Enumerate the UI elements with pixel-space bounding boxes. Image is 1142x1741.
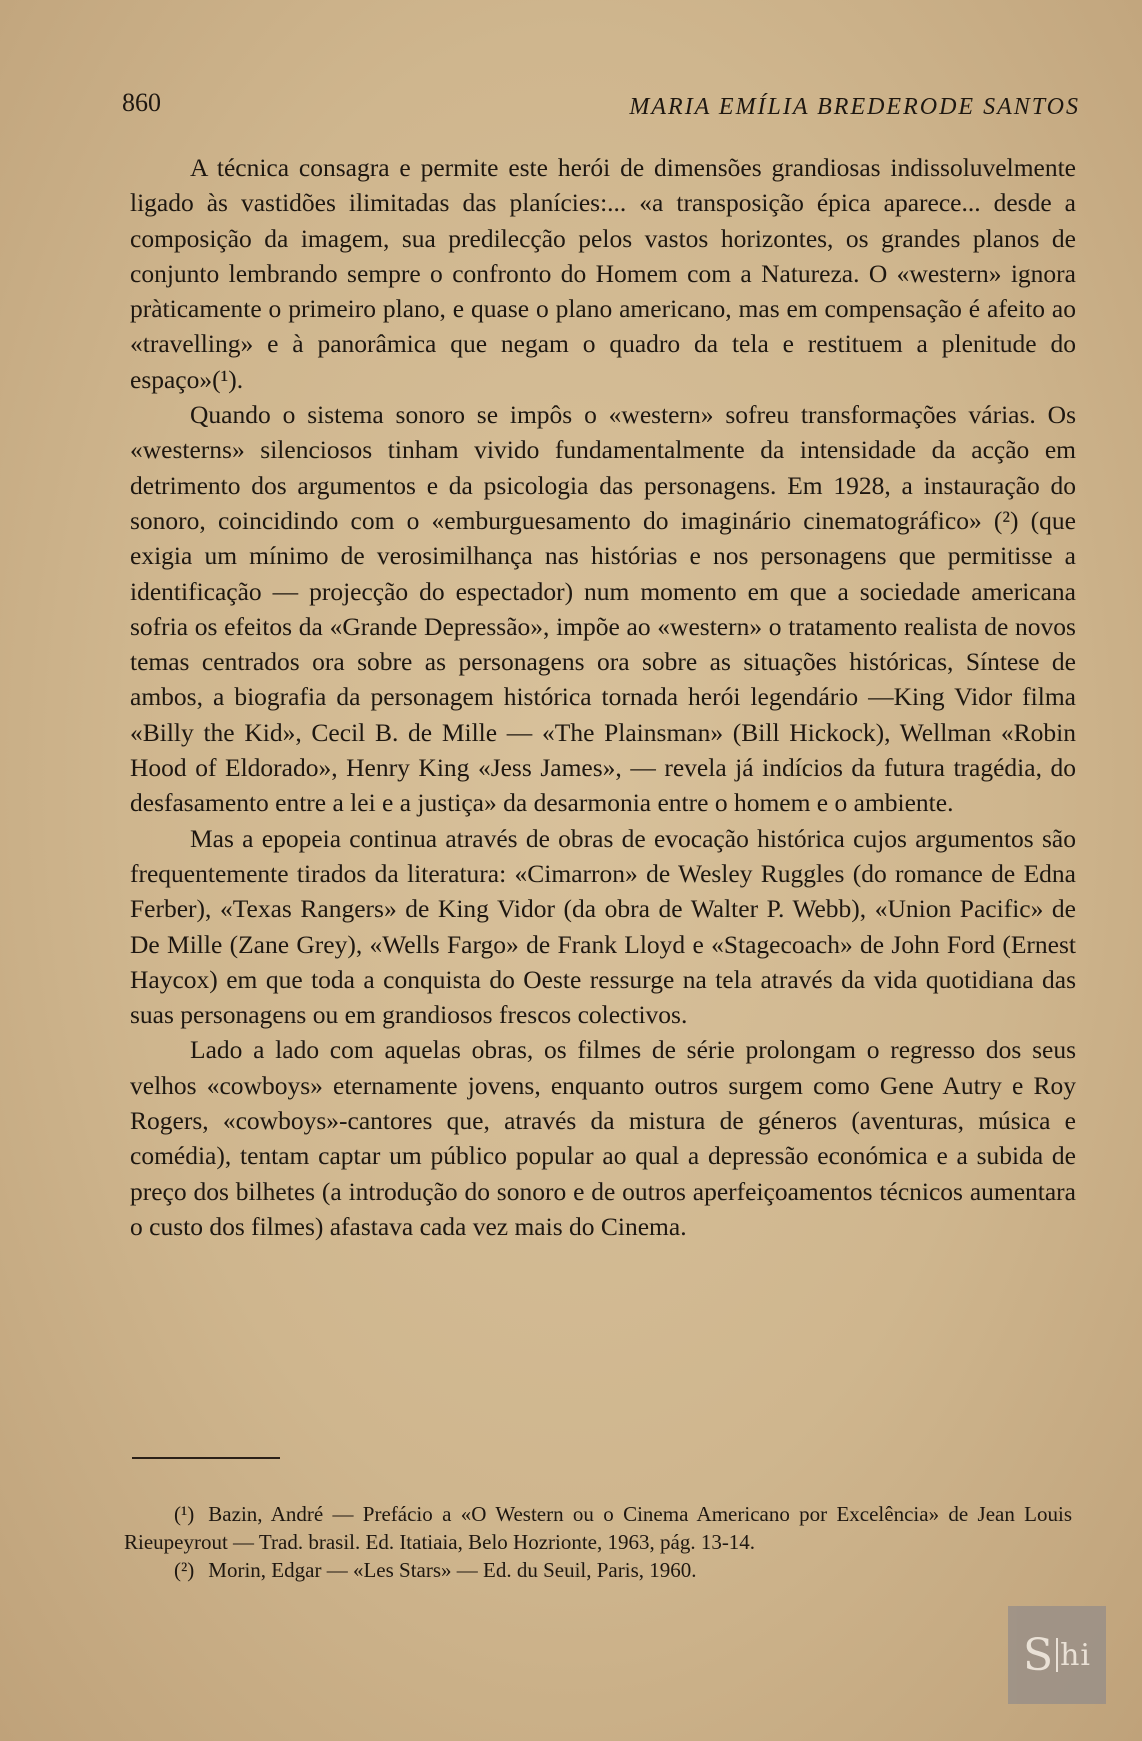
body-text: [130, 150, 1076, 1244]
publisher-logo: [1008, 1606, 1106, 1704]
footnote-1: [124, 1500, 1072, 1556]
footnote-2: [124, 1556, 1072, 1584]
footnote-text: Bazin, André — Prefácio a «O Western ou o Cinema Americano por Excelência» de Jean Louis Rieupeyrout — Trad. brasil. Ed. Itatiaia, Belo Hozrionte, 1963, pág. 13-14.: [124, 1502, 1072, 1554]
footnote-text: Morin, Edgar — «Les Stars» — Ed. du Seuil, Paris, 1960.: [208, 1558, 697, 1582]
page-header: [122, 88, 1080, 128]
footnote-separator: [132, 1457, 280, 1459]
footnote-mark: (¹): [174, 1502, 195, 1526]
footnotes: [124, 1500, 1072, 1584]
paragraph: Quando o sistema sonoro se impôs o «western» sofreu transformações várias. Os «westerns» silenciosos tinham vivido fundamentalmente da intensidade da acção em detrimento dos argumentos e da psicologia das personagens. Em 1928, a instauração do sonoro, coincidindo com o «emburguesamento do imaginário cinematográfico» (²) (que exigia um mínimo de verosimilhança nas histórias e nos personagens que permitisse a identificação — projecção do espectador) num momento em que a sociedade americana sofria os efeitos da «Grande Depressão», impõe ao «western» o tratamento realista de novos temas centrados ora sobre as personagens ora sobre as situações históricas, Síntese de ambos, a biografia da personagem histórica tornada herói legendário —King Vidor filma «Billy the Kid», Cecil B. de Mille — «The Plainsman» (Bill Hickock), Wellman «Robin Hood of Eldorado», Henry King «Jess James», — revela já indícios da futura tragédia, do desfasamento entre a lei e a justiça» da desarmonia entre o homem e o ambiente.: [130, 400, 1076, 818]
logo-letter-s: S: [1022, 1629, 1055, 1681]
logo-bar: [1056, 1638, 1058, 1672]
paragraph: A técnica consagra e permite este herói de dimensões grandiosas indissoluvelmente ligado às vastidões ilimitadas das planícies:... «a transposição épica aparece... desde a composição da imagem, sua predilecção pelos vastos horizontes, os grandes planos de conjunto lembrando sempre o confronto do Homem com a Natureza. O «western» ignora pràticamente o primeiro plano, e quase o plano americano, mas em compensação é afeito ao «travelling» e à panorâmica que negam o quadro da tela e restituem a plenitude do espaço»(¹).: [130, 153, 1076, 394]
page-number: 860: [122, 88, 161, 117]
logo-letters-hi: hi: [1060, 1637, 1092, 1673]
paragraph: Lado a lado com aquelas obras, os filmes de série prolongam o regresso dos seus velhos «cowboys» eternamente jovens, enquanto outros surgem como Gene Autry e Roy Rogers, «cowboys»-cantores que, através da mistura de géneros (aventuras, música e comédia), tentam captar um público popular ao qual a depressão económica e a subida de preço dos bilhetes (a introdução do sonoro e de outros aperfeiçoamentos técnicos aumentara o custo dos filmes) afastava cada vez mais do Cinema.: [130, 1035, 1076, 1241]
running-head-author: MARIA EMÍLIA BREDERODE SANTOS: [629, 94, 1080, 120]
footnote-mark: (²): [174, 1558, 195, 1582]
paragraph: Mas a epopeia continua através de obras de evocação histórica cujos argumentos são frequentemente tirados da literatura: «Cimarron» de Wesley Ruggles (do romance de Edna Ferber), «Texas Rangers» de King Vidor (da obra de Walter P. Webb), «Union Pacific» de De Mille (Zane Grey), «Wells Fargo» de Frank Lloyd e «Stagecoach» de John Ford (Ernest Haycox) em que toda a conquista do Oeste ressurge na tela através da vida quotidiana das suas personagens ou em grandiosos frescos colectivos.: [130, 823, 1076, 1030]
